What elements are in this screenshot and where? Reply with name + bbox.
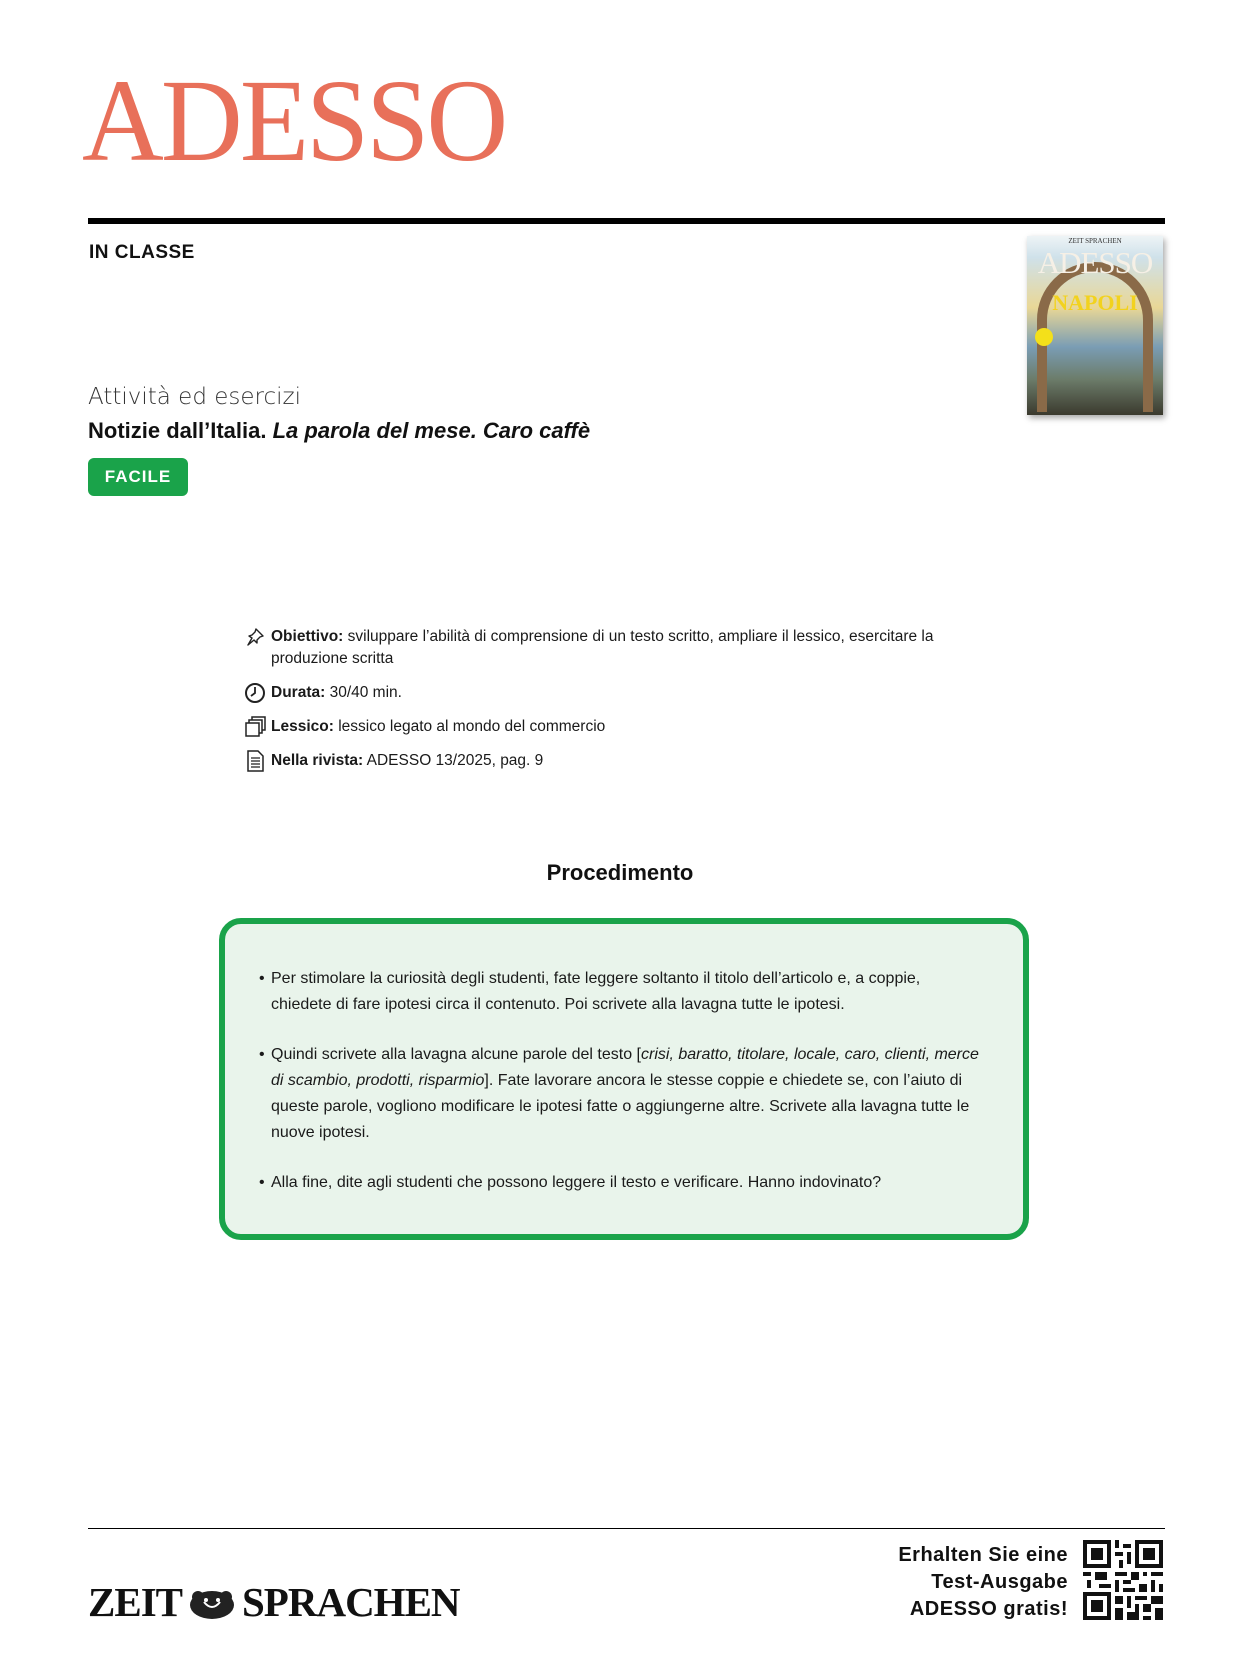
cover-logo: ADESSO (1037, 245, 1153, 280)
activity-title-plain: Notizie dall’Italia. (88, 418, 267, 443)
duration-label: Durata: (271, 684, 326, 701)
section-label: IN CLASSE (89, 242, 195, 263)
activity-title-italic: La parola del mese. Caro caffè (272, 418, 591, 443)
procedure-step: • Alla fine, dite agli studenti che possono leggere il testo e verificare. Hanno indovinato? (259, 1170, 985, 1196)
activity-subtitle: Attività ed esercizi (88, 384, 301, 410)
level-badge: FACILE (88, 458, 188, 496)
info-duration (243, 682, 963, 704)
cover-arch (1037, 262, 1153, 412)
lexicon-text: lessico legato al mondo del commercio (338, 718, 606, 735)
lexicon-label: Lessico: (271, 718, 334, 735)
adesso-logo: ADESSO (82, 55, 506, 186)
info-lexicon (243, 716, 963, 738)
footer-divider (88, 1528, 1165, 1529)
document-icon (243, 750, 267, 772)
objective-text: sviluppare l’abilità di comprensione di un testo scritto, ampliare il lessico, esercitare la produzione scritta (271, 628, 934, 667)
brand-left: ZEIT (88, 1579, 182, 1625)
keyword-list: crisi, baratto, titolare, locale, caro, clienti, merce di scambio, prodotti, risparmio (271, 1046, 979, 1089)
procedure-step: • Per stimolare la curiosità degli studenti, fate leggere soltanto il titolo dell’articolo e, a coppie, chiedete di fare ipotesi circa il contenuto. Poi scrivete alla lavagna tutte le ipotesi. (259, 966, 985, 1018)
magazine-text: ADESSO 13/2025, pag. 9 (366, 752, 544, 769)
procedure-heading: Procedimento (546, 860, 694, 885)
procedure-step-3: Alla fine, dite agli studenti che possono leggere il testo e verificare. Hanno indovinato? (271, 1174, 882, 1191)
procedure-step: • Quindi scrivete alla lavagna alcune parole del testo [crisi, baratto, titolare, locale, caro, clienti, merce di scambio, prodotti, risparmio]. Fate lavorare ancora le stesse coppie e chiedete se, con l’aiuto di queste parole, vogliono modificare le ipotesi fatte o aggiungerne altre. Scrivete alla lavagna tutte le nuove ipotesi. (259, 1042, 985, 1146)
cover-badge (1035, 328, 1053, 346)
procedure-step-1: Per stimolare la curiosità degli studenti, fate leggere soltanto il titolo dell’articolo e, a coppie, chiedete di fare ipotesi circa il contenuto. Poi scrivete alla lavagna tutte le ipotesi. (271, 970, 921, 1013)
procedure-step-2: Quindi scrivete alla lavagna alcune parole del testo [crisi, baratto, titolare, locale, caro, clienti, merce di scambio, prodotti, risparmio]. Fate lavorare ancora le stesse coppie e chiedete se, con l’aiuto di queste parole, vogliono modificare le ipotesi fatte o aggiungerne altre. Scrivete alla lavagna tutte le nuove ipotesi. (271, 1046, 979, 1141)
trial-offer-text: Erhalten Sie eine Test-Ausgabe ADESSO gratis! (898, 1544, 1068, 1620)
duration-text: 30/40 min. (329, 684, 402, 701)
crest-icon (184, 1584, 240, 1620)
qr-code-icon[interactable] (1083, 1540, 1163, 1620)
procedure-box (219, 918, 1029, 1240)
brand-right: SPRACHEN (242, 1579, 460, 1625)
info-objective (243, 626, 963, 670)
copy-icon (243, 716, 267, 738)
cover-title: NAPOLI (1052, 290, 1138, 315)
activity-title (88, 418, 590, 444)
info-magazine (243, 750, 963, 772)
clock-icon (243, 682, 267, 704)
pin-icon (243, 626, 267, 648)
magazine-cover-image (1027, 236, 1163, 415)
activity-info (243, 626, 963, 784)
magazine-label: Nella rivista: (271, 752, 364, 769)
zeit-sprachen-logo (88, 1578, 460, 1626)
cover-publisher: ZEIT SPRACHEN (1068, 237, 1122, 245)
header-divider (88, 218, 1165, 224)
objective-label: Obiettivo: (271, 628, 344, 645)
